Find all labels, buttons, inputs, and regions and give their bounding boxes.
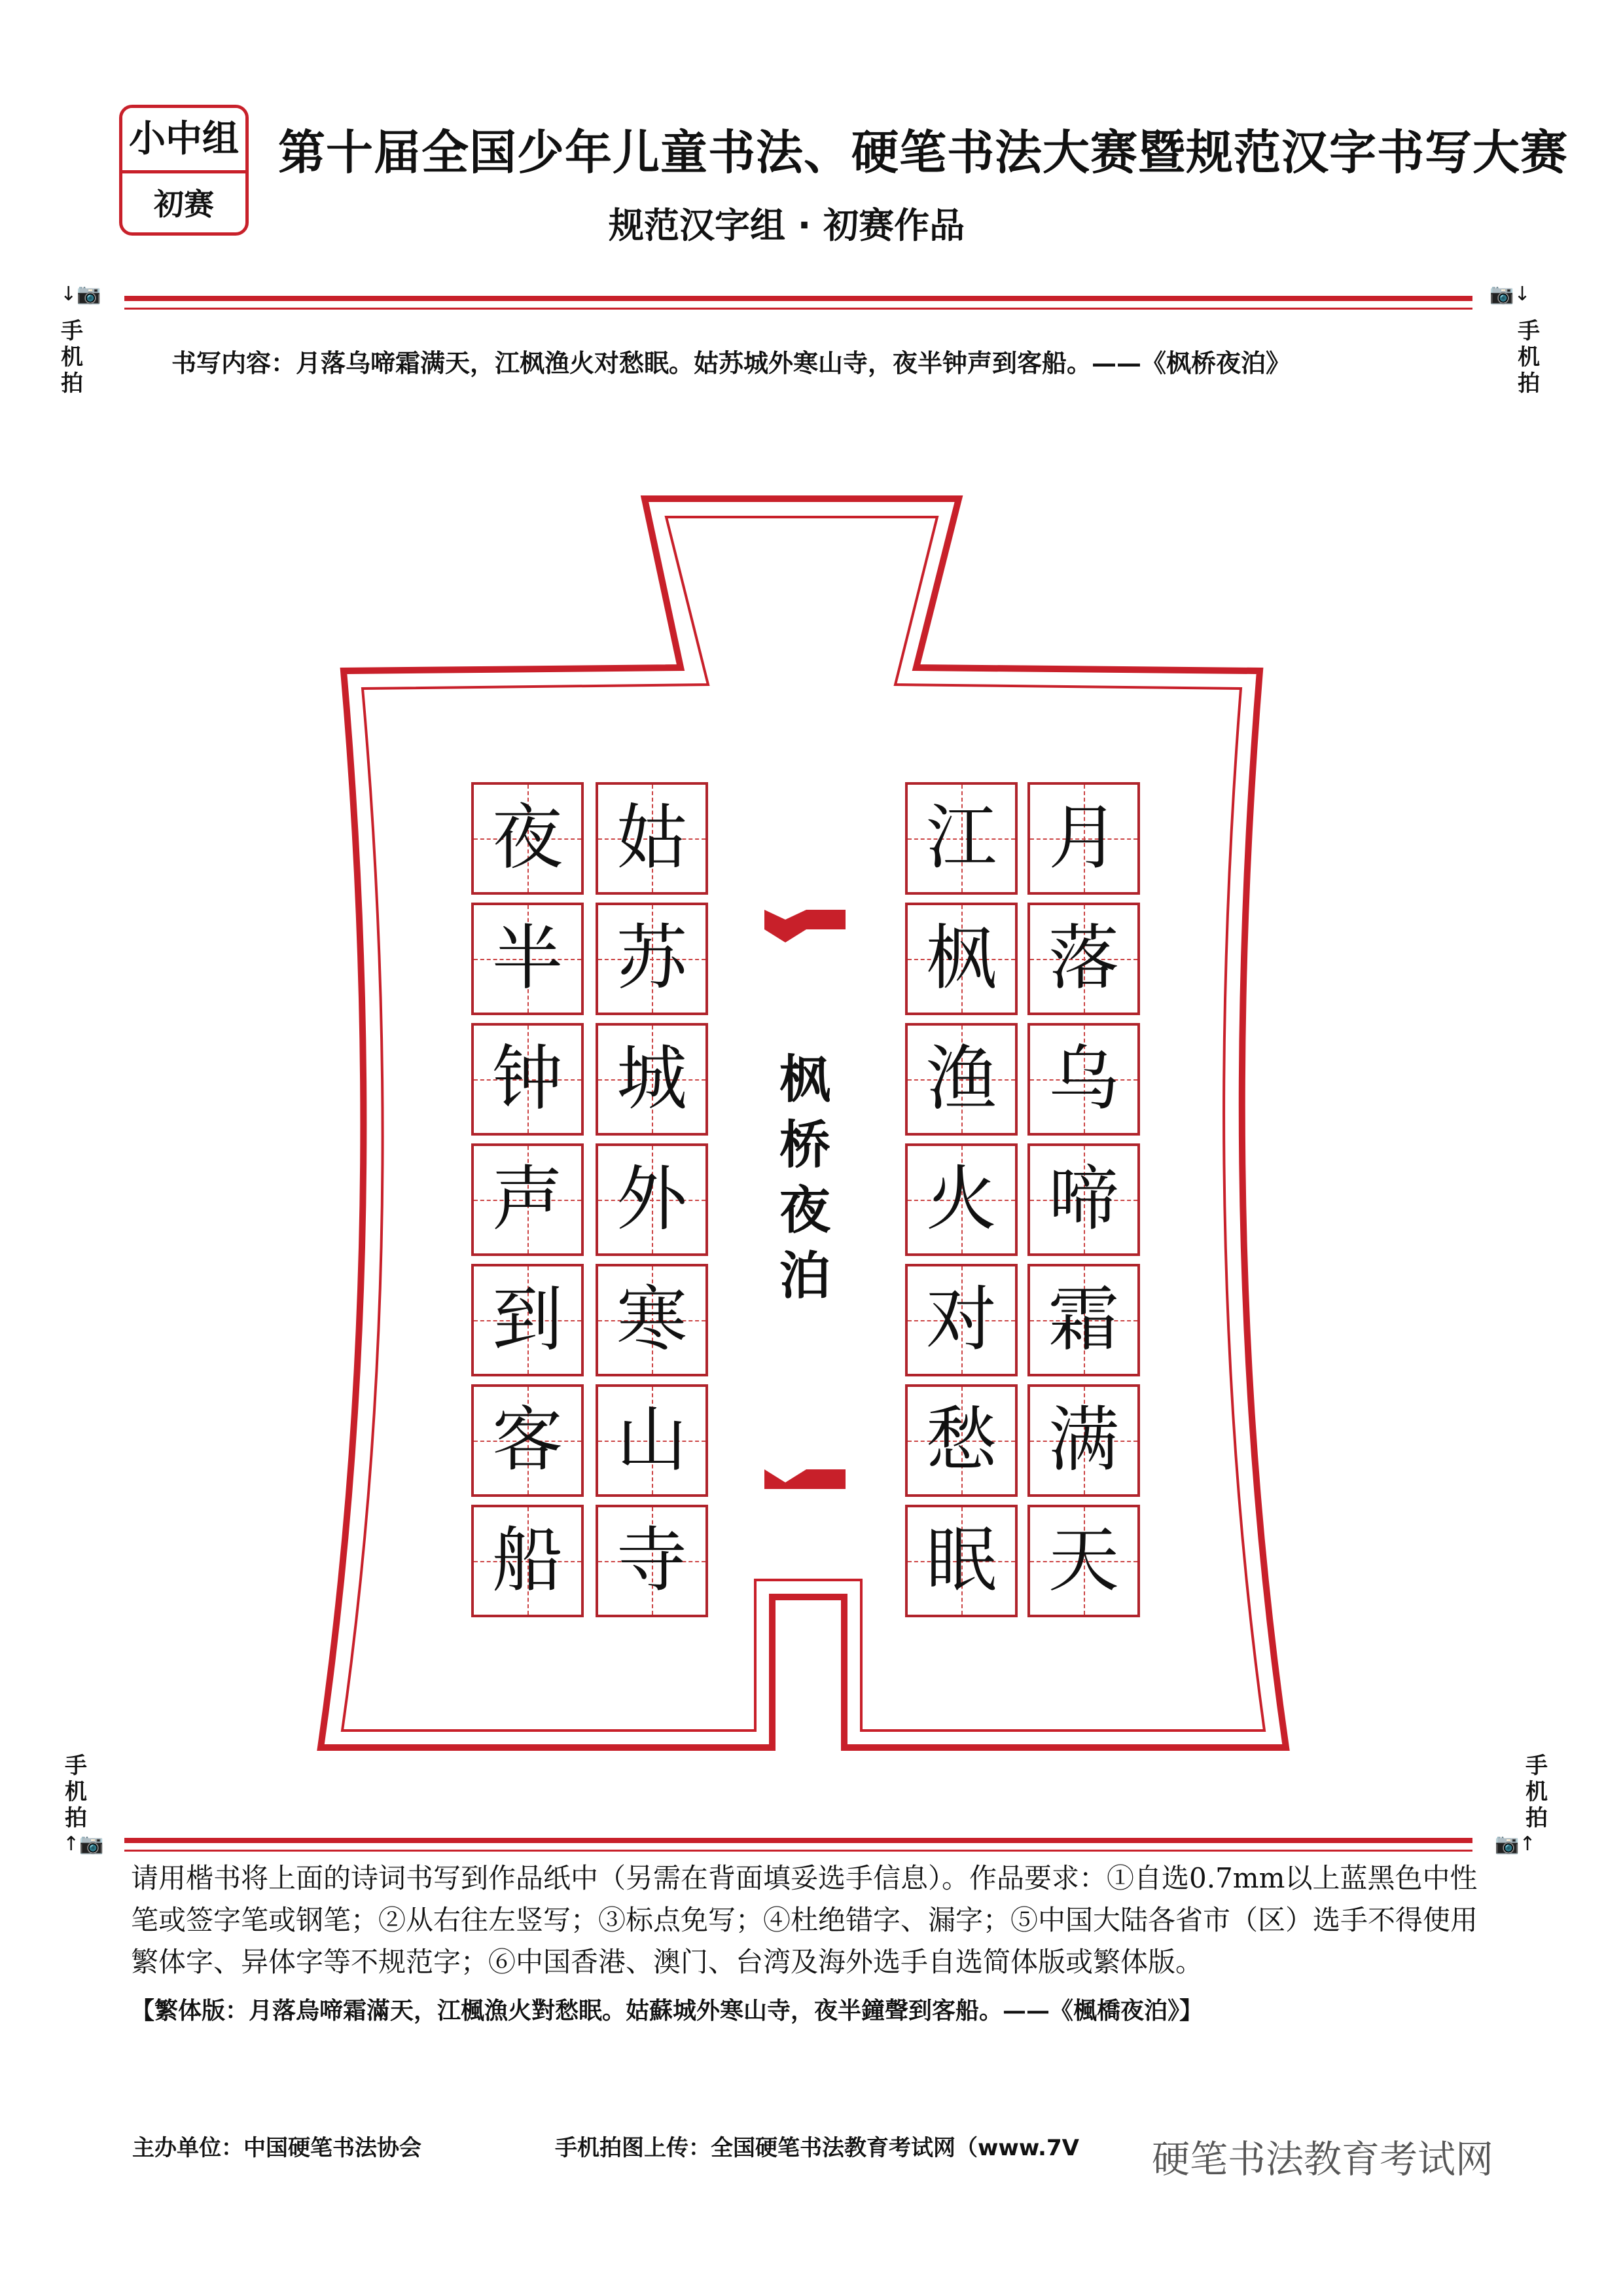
phone-label-top-right: 手 机 拍 <box>1518 318 1540 397</box>
page-subtitle: 规范汉字组 · 初赛作品 <box>609 205 965 246</box>
page-title: 第十届全国少年儿童书法、硬笔书法大赛暨规范汉字书写大赛 <box>278 124 1569 180</box>
phone-label-bottom-right: 手 机 拍 <box>1525 1753 1548 1831</box>
upload-info: 手机拍图上传：全国硬笔书法教育考试网（www.7V <box>555 2135 1079 2161</box>
phone-marker-bottom-right: 📷↑ <box>1495 1833 1536 1856</box>
grid-cell: 外 <box>596 1143 708 1256</box>
grid-cell: 声 <box>471 1143 584 1256</box>
grid-cell: 城 <box>596 1023 708 1136</box>
phone-label-top-left: 手 机 拍 <box>61 318 83 397</box>
badge-stage-label: 初赛 <box>154 187 214 222</box>
grid-cell: 姑 <box>596 782 708 895</box>
grid-cell: 客 <box>471 1384 584 1497</box>
grid-cell: 船 <box>471 1505 584 1617</box>
grid-cell: 对 <box>905 1264 1018 1376</box>
grid-cell: 寒 <box>596 1264 708 1376</box>
grid-cell: 渔 <box>905 1023 1018 1136</box>
grid-cell: 江 <box>905 782 1018 895</box>
phone-marker-bottom-left: ↑📷 <box>63 1833 104 1856</box>
bottom-rule <box>124 1838 1472 1843</box>
grid-cell: 满 <box>1027 1384 1140 1497</box>
grid-cell: 枫 <box>905 903 1018 1015</box>
ribbon-bottom <box>764 1469 846 1489</box>
grid-cell: 到 <box>471 1264 584 1376</box>
grid-cell: 夜 <box>471 782 584 895</box>
traditional-version: 【繁体版：月落烏啼霜滿天，江楓漁火對愁眠。姑蘇城外寒山寺，夜半鐘聲到客船。——《楓橋夜泊》】 <box>131 1997 1204 2024</box>
ribbon-top <box>764 910 846 942</box>
instructions: 请用楷书将上面的诗词书写到作品纸中（另需在背面填妥选手信息）。作品要求：①自选0.7mm以上蓝黑色中性笔或签字笔或钢笔；②从右往左竖写；③标点免写；④杜绝错字、漏字；⑤中国大陆各省市（区）选手不得使用繁体字、异体字等不规范字；⑥中国香港、澳门、台湾及海外选手自选简体版或繁体版。 <box>131 1862 1478 1978</box>
bottom-rule-thin <box>124 1850 1472 1852</box>
grid-cell: 半 <box>471 903 584 1015</box>
grid-cell: 眠 <box>905 1505 1018 1617</box>
grid-cell: 啼 <box>1027 1143 1140 1256</box>
writing-content: 书写内容：月落乌啼霜满天，江枫渔火对愁眠。姑苏城外寒山寺，夜半钟声到客船。——《枫桥夜泊》 <box>171 348 1291 378</box>
phone-marker-top-right: 📷↓ <box>1489 283 1531 306</box>
organizer: 主办单位：中国硬笔书法协会 <box>132 2135 421 2161</box>
grid-cell: 月 <box>1027 782 1140 895</box>
badge-group-label: 小中组 <box>122 108 245 173</box>
poem-title: 枫 桥 夜 泊 <box>779 1050 830 1306</box>
grid-cell: 钟 <box>471 1023 584 1136</box>
grid-cell: 山 <box>596 1384 708 1497</box>
grid-cell: 愁 <box>905 1384 1018 1497</box>
grid-cell: 火 <box>905 1143 1018 1256</box>
grid-cell: 落 <box>1027 903 1140 1015</box>
watermark: 硬笔书法教育考试网 <box>1152 2137 1494 2181</box>
phone-label-bottom-left: 手 机 拍 <box>65 1753 87 1831</box>
grid-cell: 寺 <box>596 1505 708 1617</box>
grid-cell: 天 <box>1027 1505 1140 1617</box>
grid-cell: 乌 <box>1027 1023 1140 1136</box>
phone-marker-top-left: ↓📷 <box>60 283 101 306</box>
grid-cell: 苏 <box>596 903 708 1015</box>
grid-cell: 霜 <box>1027 1264 1140 1376</box>
